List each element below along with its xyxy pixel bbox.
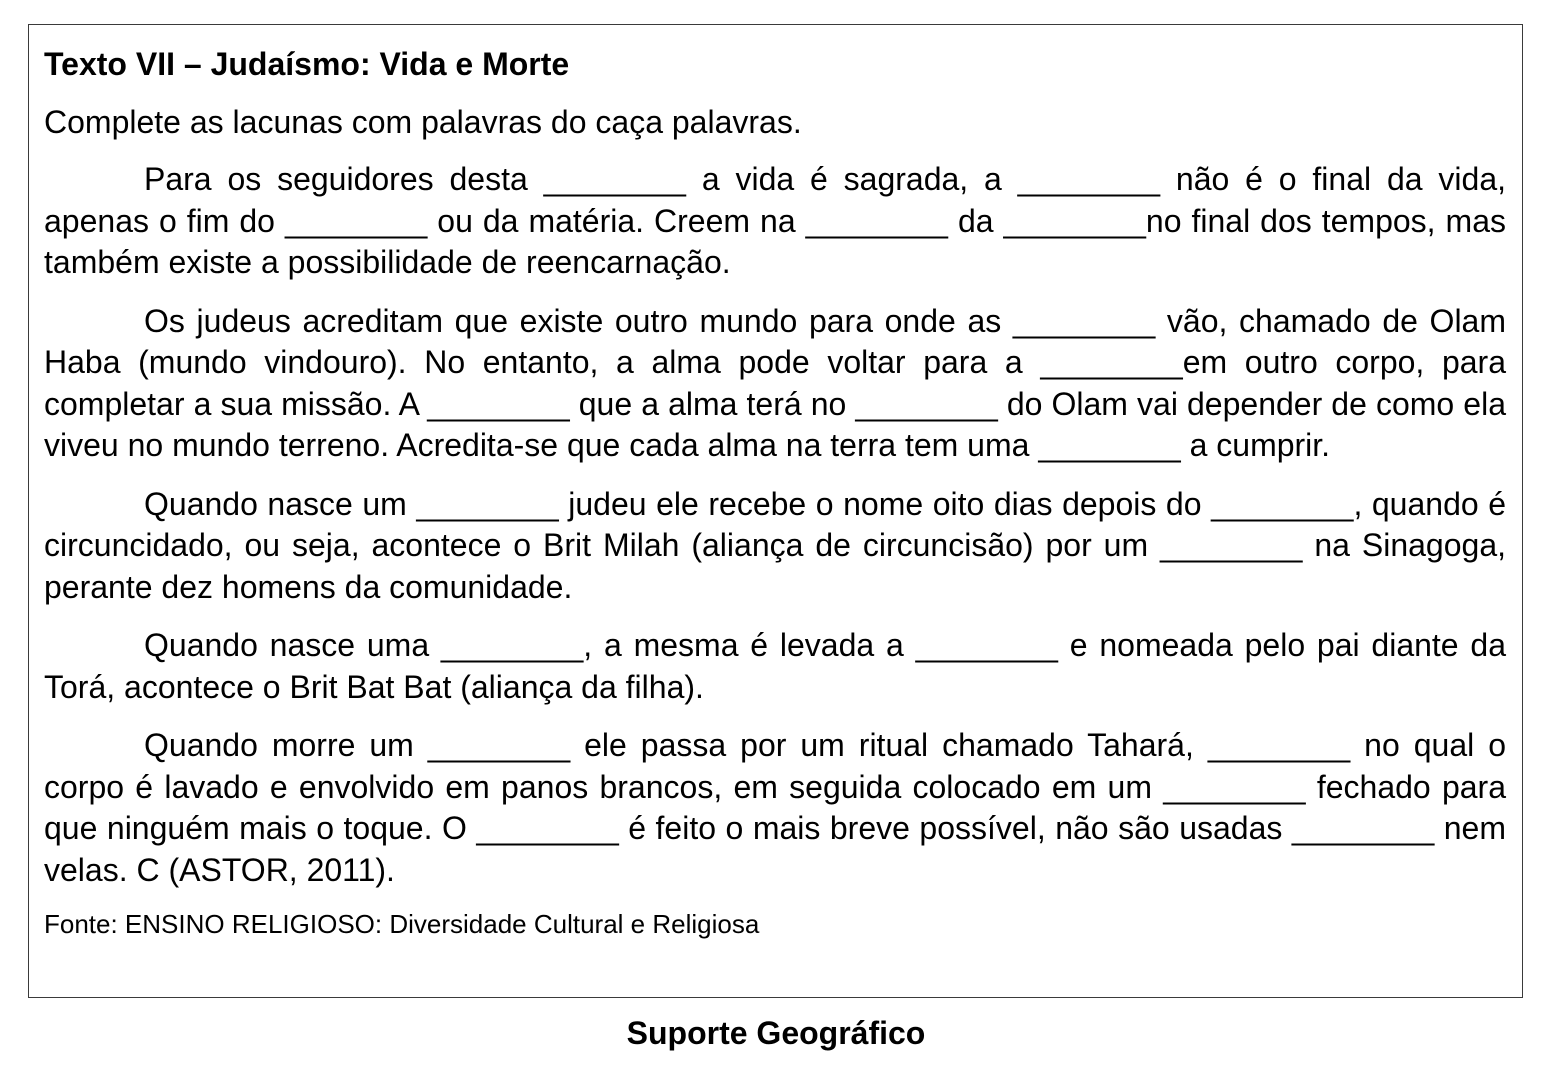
text-box	[28, 24, 1523, 998]
instruction-text: Complete as lacunas com palavras do caça palavras.	[44, 104, 802, 140]
paragraph-4: Quando nasce uma ________, a mesma é levada a ________ e nomeada pelo pai diante da Torá, acontece o Brit Bat Bat (aliança da filha).	[44, 627, 1506, 705]
footer-label: Suporte Geográfico	[626, 1015, 926, 1051]
paragraph-5: Quando morre um ________ ele passa por um ritual chamado Tahará, ________ no qual o corpo é lavado e envolvido em panos brancos, em seguida colocado em um ________ fechado para que ninguém mais o toque. O ________ é feito o mais breve possível, não são usadas ________ nem velas. C (ASTOR, 2011).	[44, 727, 1506, 888]
paragraph-3: Quando nasce um ________ judeu ele recebe o nome oito dias depois do ________, quando é circuncidado, ou seja, acontece o Brit Milah (aliança de circuncisão) por um ________ na Sinagoga, perante dez homens da comunidade.	[44, 485, 1506, 605]
document-title: Texto VII – Judaísmo: Vida e Morte	[44, 46, 570, 82]
paragraph-2: Os judeus acreditam que existe outro mundo para onde as ________ vão, chamado de Olam Haba (mundo vindouro). No entanto, a alma pode voltar para a ________em outro corpo, para completar a sua missão. A ________ que a alma terá no ________ do Olam vai depender de como ela viveu no mundo terreno. Acredita-se que cada alma na terra tem uma ________ a cumprir.	[44, 302, 1506, 463]
paragraph-1: Para os seguidores desta ________ a vida é sagrada, a ________ não é o final da vida, apenas o fim do ________ ou da matéria. Creem na ________ da ________no final dos tempos, mas também existe a possibilidade de reencarnação.	[44, 161, 1506, 280]
source-citation: Fonte: ENSINO RELIGIOSO: Diversidade Cultural e Religiosa	[44, 909, 760, 939]
